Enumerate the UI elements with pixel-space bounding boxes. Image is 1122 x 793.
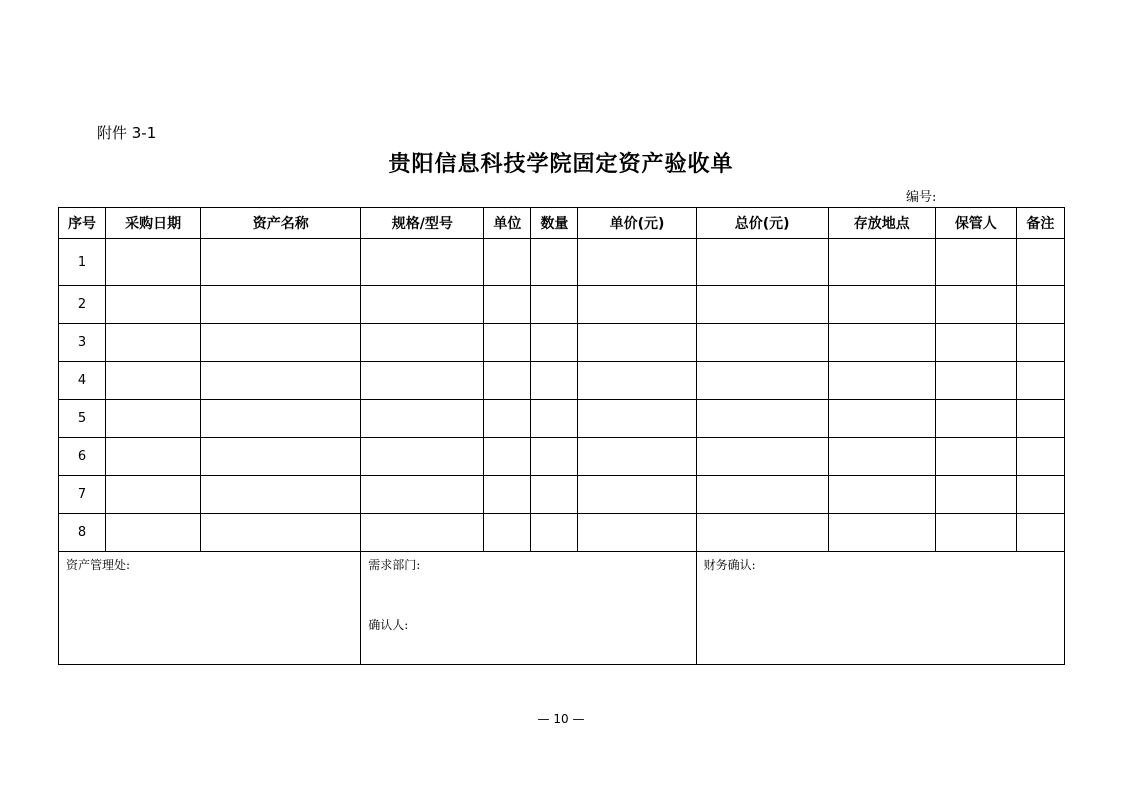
cell-storage-location[interactable] xyxy=(828,324,935,362)
cell-custodian[interactable] xyxy=(935,400,1016,438)
confirmer-label: 确认人: xyxy=(368,618,409,632)
cell-total-price[interactable] xyxy=(696,514,828,552)
table-row xyxy=(59,476,1065,514)
cell-storage-location[interactable] xyxy=(828,239,935,286)
cell-total-price[interactable] xyxy=(696,400,828,438)
cell-custodian[interactable] xyxy=(935,362,1016,400)
cell-total-price[interactable] xyxy=(696,239,828,286)
cell-remarks[interactable] xyxy=(1016,362,1064,400)
cell-purchase-date[interactable] xyxy=(106,514,201,552)
asset-management-label: 资产管理处: xyxy=(66,558,131,572)
cell-unit[interactable] xyxy=(484,324,531,362)
cell-unit-price[interactable] xyxy=(578,400,696,438)
cell-storage-location[interactable] xyxy=(828,362,935,400)
cell-unit[interactable] xyxy=(484,400,531,438)
row-number: 8 xyxy=(59,514,106,552)
table-row xyxy=(59,438,1065,476)
signature-row xyxy=(59,552,1065,665)
cell-purchase-date[interactable] xyxy=(106,438,201,476)
cell-unit[interactable] xyxy=(484,239,531,286)
serial-number-label: 编号: xyxy=(906,190,937,205)
row-number: 3 xyxy=(59,324,106,362)
row-number: 5 xyxy=(59,400,106,438)
row-number: 1 xyxy=(59,239,106,286)
cell-remarks[interactable] xyxy=(1016,239,1064,286)
cell-unit[interactable] xyxy=(484,514,531,552)
cell-quantity[interactable] xyxy=(531,400,578,438)
cell-spec-model[interactable] xyxy=(361,286,484,324)
attachment-label: 附件 3-1 xyxy=(97,124,157,142)
cell-storage-location[interactable] xyxy=(828,400,935,438)
cell-asset-name[interactable] xyxy=(201,438,361,476)
cell-remarks[interactable] xyxy=(1016,324,1064,362)
cell-spec-model[interactable] xyxy=(361,476,484,514)
asset-management-cell[interactable] xyxy=(59,552,361,665)
cell-total-price[interactable] xyxy=(696,438,828,476)
cell-total-price[interactable] xyxy=(696,286,828,324)
cell-unit-price[interactable] xyxy=(578,286,696,324)
cell-custodian[interactable] xyxy=(935,514,1016,552)
header-total-price: 总价(元) xyxy=(696,208,828,239)
header-storage-location: 存放地点 xyxy=(828,208,935,239)
cell-custodian[interactable] xyxy=(935,476,1016,514)
cell-purchase-date[interactable] xyxy=(106,286,201,324)
header-quantity: 数量 xyxy=(531,208,578,239)
cell-purchase-date[interactable] xyxy=(106,476,201,514)
cell-unit-price[interactable] xyxy=(578,362,696,400)
cell-quantity[interactable] xyxy=(531,239,578,286)
cell-quantity[interactable] xyxy=(531,324,578,362)
header-asset-name: 资产名称 xyxy=(201,208,361,239)
page-number: — 10 — xyxy=(537,712,585,726)
cell-asset-name[interactable] xyxy=(201,514,361,552)
row-number: 6 xyxy=(59,438,106,476)
cell-remarks[interactable] xyxy=(1016,400,1064,438)
cell-unit[interactable] xyxy=(484,476,531,514)
cell-unit-price[interactable] xyxy=(578,514,696,552)
table-row xyxy=(59,362,1065,400)
cell-storage-location[interactable] xyxy=(828,514,935,552)
header-unit-price: 单价(元) xyxy=(578,208,696,239)
cell-spec-model[interactable] xyxy=(361,324,484,362)
cell-unit[interactable] xyxy=(484,362,531,400)
cell-quantity[interactable] xyxy=(531,286,578,324)
table-row xyxy=(59,286,1065,324)
table-header-row xyxy=(59,208,1065,239)
cell-spec-model[interactable] xyxy=(361,362,484,400)
cell-unit[interactable] xyxy=(484,286,531,324)
finance-confirm-label: 财务确认: xyxy=(703,558,756,572)
table-row xyxy=(59,324,1065,362)
row-number: 7 xyxy=(59,476,106,514)
cell-storage-location[interactable] xyxy=(828,438,935,476)
cell-custodian[interactable] xyxy=(935,286,1016,324)
cell-total-price[interactable] xyxy=(696,324,828,362)
cell-spec-model[interactable] xyxy=(361,400,484,438)
cell-unit[interactable] xyxy=(484,438,531,476)
cell-total-price[interactable] xyxy=(696,476,828,514)
cell-remarks[interactable] xyxy=(1016,514,1064,552)
cell-remarks[interactable] xyxy=(1016,476,1064,514)
cell-unit-price[interactable] xyxy=(578,324,696,362)
cell-custodian[interactable] xyxy=(935,239,1016,286)
cell-unit-price[interactable] xyxy=(578,438,696,476)
cell-spec-model[interactable] xyxy=(361,239,484,286)
acceptance-form-table xyxy=(58,207,1065,665)
cell-spec-model[interactable] xyxy=(361,514,484,552)
table-row xyxy=(59,514,1065,552)
cell-spec-model[interactable] xyxy=(361,438,484,476)
row-number: 2 xyxy=(59,286,106,324)
cell-asset-name[interactable] xyxy=(201,362,361,400)
cell-asset-name[interactable] xyxy=(201,476,361,514)
page-title: 贵阳信息科技学院固定资产验收单 xyxy=(388,152,734,177)
requesting-dept-label: 需求部门: xyxy=(368,558,421,572)
cell-asset-name[interactable] xyxy=(201,400,361,438)
cell-asset-name[interactable] xyxy=(201,286,361,324)
cell-asset-name[interactable] xyxy=(201,324,361,362)
cell-custodian[interactable] xyxy=(935,324,1016,362)
row-number: 4 xyxy=(59,362,106,400)
cell-quantity[interactable] xyxy=(531,438,578,476)
cell-quantity[interactable] xyxy=(531,362,578,400)
table-row xyxy=(59,400,1065,438)
cell-purchase-date[interactable] xyxy=(106,362,201,400)
header-purchase-date: 采购日期 xyxy=(106,208,201,239)
cell-unit-price[interactable] xyxy=(578,476,696,514)
header-custodian: 保管人 xyxy=(935,208,1016,239)
header-unit: 单位 xyxy=(484,208,531,239)
cell-purchase-date[interactable] xyxy=(106,239,201,286)
cell-unit-price[interactable] xyxy=(578,239,696,286)
cell-quantity[interactable] xyxy=(531,514,578,552)
table-row xyxy=(59,239,1065,286)
cell-quantity[interactable] xyxy=(531,476,578,514)
cell-storage-location[interactable] xyxy=(828,286,935,324)
requesting-dept-cell[interactable] xyxy=(361,552,696,665)
cell-asset-name[interactable] xyxy=(201,239,361,286)
cell-storage-location[interactable] xyxy=(828,476,935,514)
header-remarks: 备注 xyxy=(1016,208,1064,239)
cell-total-price[interactable] xyxy=(696,362,828,400)
cell-purchase-date[interactable] xyxy=(106,324,201,362)
finance-confirm-cell[interactable] xyxy=(696,552,1064,665)
cell-remarks[interactable] xyxy=(1016,438,1064,476)
header-spec-model: 规格/型号 xyxy=(361,208,484,239)
cell-custodian[interactable] xyxy=(935,438,1016,476)
header-serial: 序号 xyxy=(59,208,106,239)
cell-purchase-date[interactable] xyxy=(106,400,201,438)
cell-remarks[interactable] xyxy=(1016,286,1064,324)
